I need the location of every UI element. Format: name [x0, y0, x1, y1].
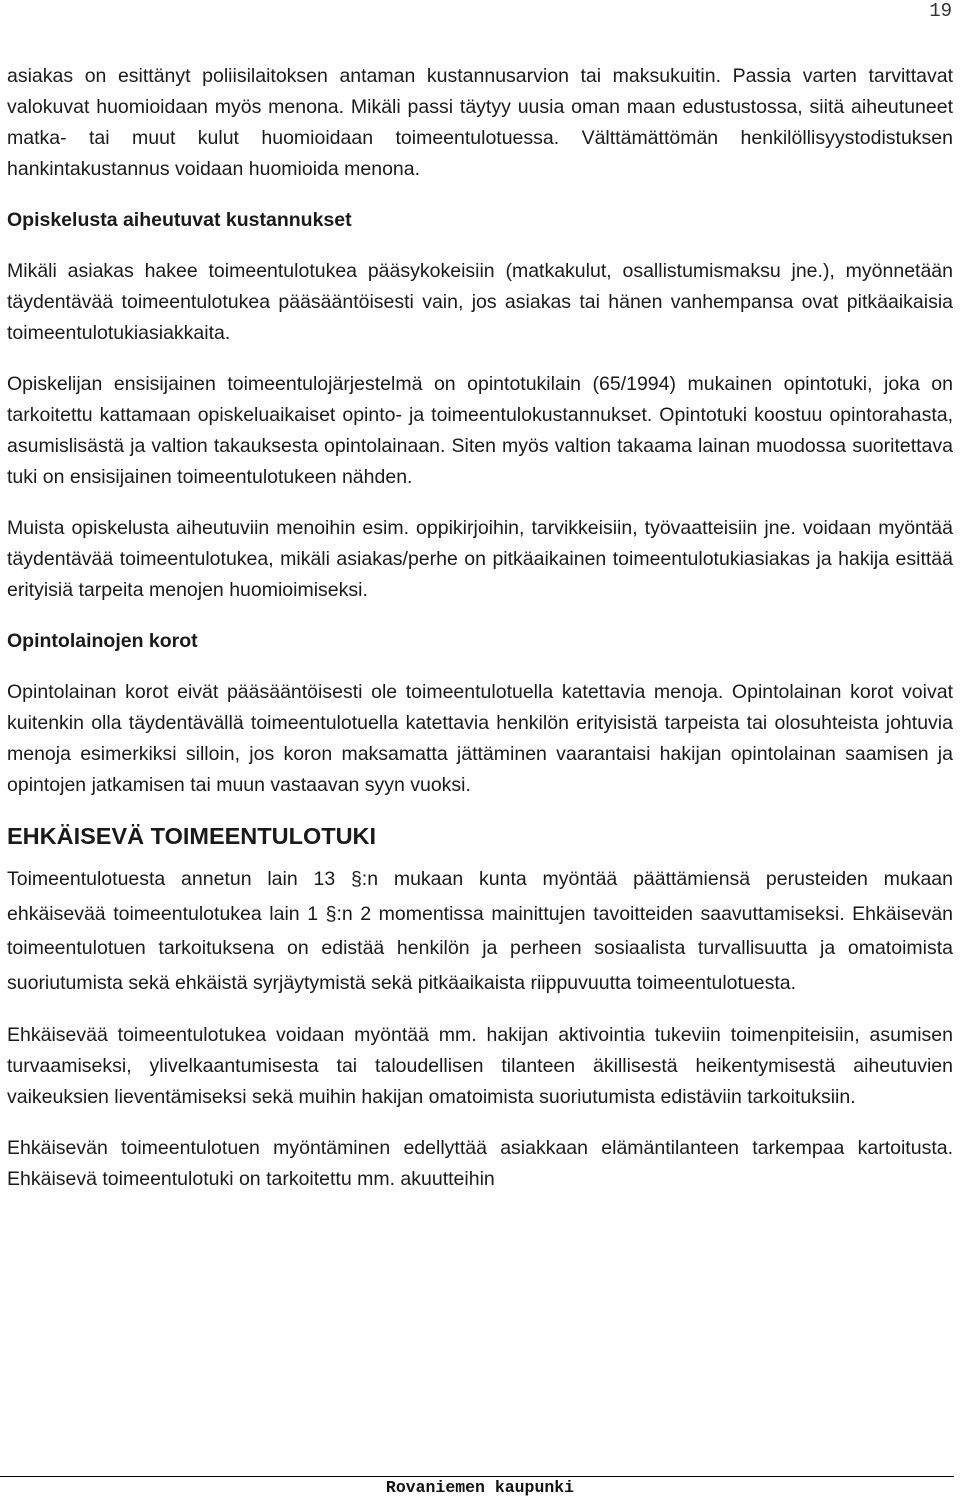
- paragraph-passport-costs: asiakas on esittänyt poliisilaitoksen antaman kustannusarvion tai maksukuitin. Passia varten tarvittavat valokuvat huomioidaan myös menona. Mikäli passi täytyy uusia oman maan edustustossa, siitä aiheutuneet matka- tai muut kulut huomioidaan toimeentulotuessa. Välttämättömän henkilöllisyystodistuksen hankintakustannus voidaan huomioida menona.: [7, 65, 953, 180]
- paragraph-preventive-assessment: Ehkäisevän toimeentulotuen myöntäminen edellyttää asiakkaan elämäntilanteen tarkempaa kartoitusta. Ehkäisevä toimeentulotuki on tarkoitettu mm. akuutteihin: [7, 1137, 953, 1190]
- heading-preventive-support: EHKÄISEVÄ TOIMEENTULOTUKI: [7, 823, 377, 849]
- paragraph-loan-interest: Opintolainan korot eivät pääsääntöisesti ole toimeentulotuella katettavia menoja. Opintolainan korot voivat kuitenkin olla täydentävällä toimeentulotuella katettavia henkilön erityisistä tarpeista tai olosuhteista johtuvia menoja esimerkiksi silloin, jos koron maksamatta jättäminen vaarantaisi hakijan opintolainan saamisen ja opintojen jatkamisen tai muun vastaavan syyn vuoksi.: [7, 681, 953, 796]
- paragraph-preventive-law: Toimeentulotuesta annetun lain 13 §:n mukaan kunta myöntää päättämiensä perusteiden mukaan ehkäisevää toimeentulotukea lain 1 §:n 2 momentissa mainittujen tavoitteiden saavuttamiseksi. Ehkäisevän toimeentulotuen tarkoituksena on edistää henkilön ja perheen sosiaalista turvallisuutta ja omatoimista suoriutumista sekä ehkäistä syrjäytymistä sekä pitkäaikaista riippuvuutta toimeentulotuesta.: [7, 868, 953, 994]
- paragraph-other-study-costs: Muista opiskelusta aiheutuviin menoihin esim. oppikirjoihin, tarvikkeisiin, työvaatteisiin jne. voidaan myöntää täydentävää toimeentulotukea, mikäli asiakas/perhe on pitkäaikainen toimeentulotukiasiakas ja hakija esittää erityisiä tarpeita menojen huomioimiseksi.: [7, 517, 953, 601]
- heading-study-costs: Opiskelusta aiheutuvat kustannukset: [7, 209, 352, 231]
- document-body: [7, 61, 953, 1195]
- heading-loan-interest: Opintolainojen korot: [7, 630, 198, 652]
- footer-divider: [0, 1476, 954, 1477]
- paragraph-student-support: Opiskelijan ensisijainen toimeentulojärjestelmä on opintotukilain (65/1994) mukainen opintotuki, joka on tarkoitettu kattamaan opiskeluaikaiset opinto- ja toimeentulokustannukset. Opintotuki koostuu opintorahasta, asumislisästä ja valtion takauksesta opintolainaan. Siten myös valtion takaama lainan muodossa suoritettava tuki on ensisijainen toimeentulotukeen nähden.: [7, 373, 953, 488]
- page-number: 19: [929, 0, 952, 22]
- footer-organization: Rovaniemen kaupunki: [385, 1478, 575, 1497]
- paragraph-entrance-exams: Mikäli asiakas hakee toimeentulotukea pääsykokeisiin (matkakulut, osallistumismaksu jne.), myönnetään täydentävää toimeentulotukea pääsääntöisesti vain, jos asiakas tai hänen vanhempansa ovat pitkäaikaisia toimeentulotukiasiakkaita.: [7, 260, 953, 344]
- paragraph-preventive-uses: Ehkäisevää toimeentulotukea voidaan myöntää mm. hakijan aktivointia tukeviin toimenpiteisiin, asumisen turvaamiseksi, ylivelkaantumisesta tai taloudellisen tilanteen äkillisestä heikentymisestä aiheutuvien vaikeuksien lieventämiseksi sekä muihin hakijan omatoimista suoriutumista edistäviin tarkoituksiin.: [7, 1024, 953, 1108]
